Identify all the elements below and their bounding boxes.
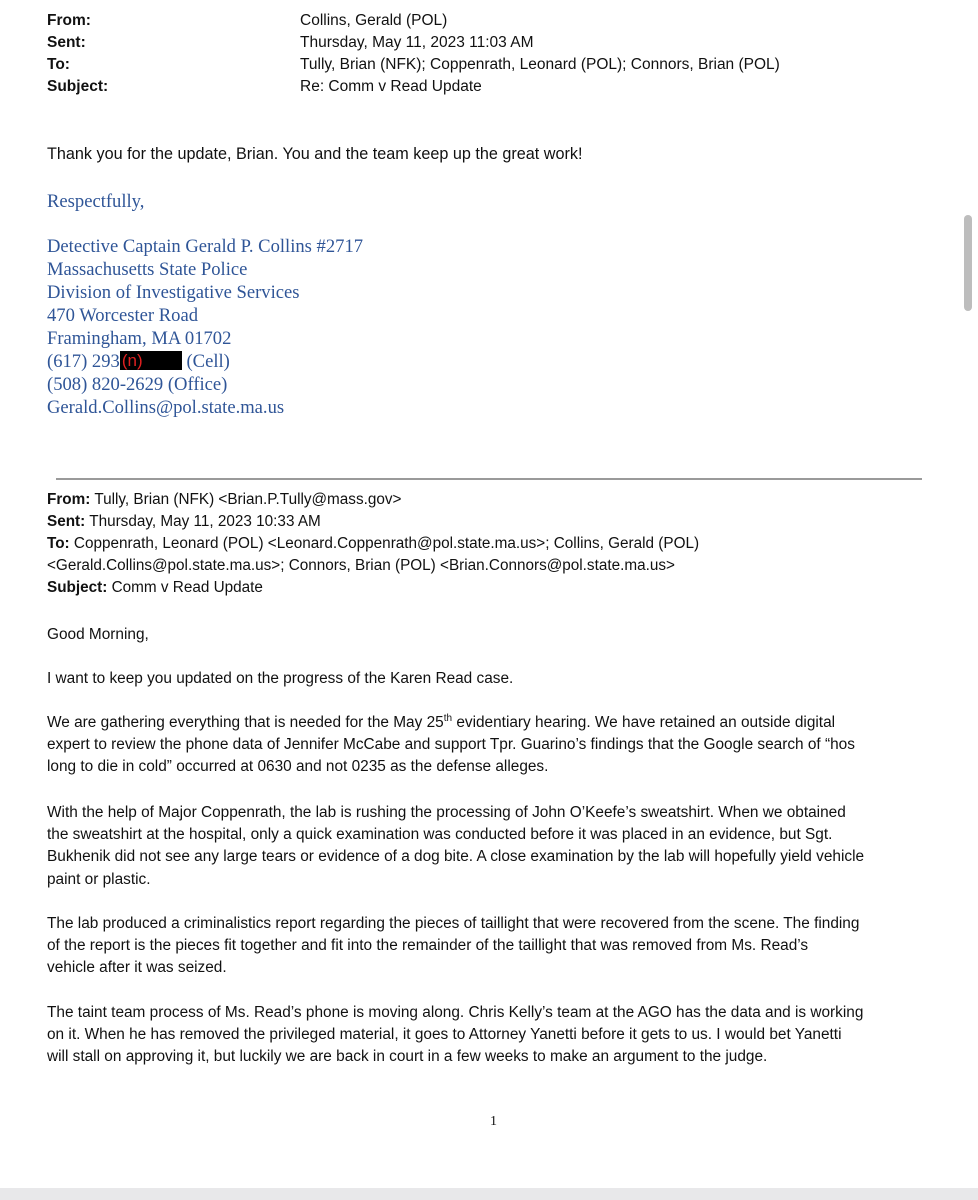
page-number: 1 <box>490 1114 497 1129</box>
p3-line-4: paint or plastic. <box>47 870 151 888</box>
signature-name: Detective Captain Gerald P. Collins #2717 <box>47 236 364 257</box>
p5-line-1: The taint team process of Ms. Read’s phone is moving along. Chris Kelly’s team at the AGO has the data and is working <box>47 1004 864 1021</box>
signature-org: Massachusetts State Police <box>47 259 248 280</box>
original-from-value: Tully, Brian (NFK) <Brian.P.Tully@mass.gov> <box>94 491 402 508</box>
original-to-label: To: <box>47 535 70 552</box>
message-divider <box>56 478 922 480</box>
p3-line-2: the sweatshirt at the hospital, only a quick examination was conducted before it was placed in an evidence, but Sgt. <box>47 826 833 844</box>
original-subject-line <box>47 577 263 599</box>
signature-street: 470 Worcester Road <box>47 305 199 326</box>
original-sent-line <box>47 511 321 533</box>
original-paragraph-2 <box>47 712 937 779</box>
header-to-label: To: <box>47 56 70 73</box>
p2-superscript: th <box>443 713 453 724</box>
original-paragraph-5 <box>47 1002 937 1069</box>
signature-division: Division of Investigative Services <box>47 282 300 303</box>
p5-line-2: on it. When he has removed the privileged material, it goes to Attorney Yanetti before it gets to us. I would bet Yanetti <box>47 1026 842 1044</box>
header-sent-value: Thursday, May 11, 2023 11:03 AM <box>300 34 534 51</box>
signature-cell-suffix: (Cell) <box>186 351 230 372</box>
header-from-label: From: <box>47 12 91 29</box>
signature-email: Gerald.Collins@pol.state.ma.us <box>47 397 285 418</box>
redaction-box: (n) <box>120 351 182 370</box>
header-sent-label: Sent: <box>47 34 86 51</box>
original-paragraph-4 <box>47 913 937 980</box>
header-to-value: Tully, Brian (NFK); Coppenrath, Leonard (POL); Connors, Brian (POL) <box>300 56 780 73</box>
signature-office: (508) 820-2629 (Office) <box>47 374 228 395</box>
p2-line-1b: evidentiary hearing. We have retained an outside digital <box>452 714 836 731</box>
p2-line-3: long to die in cold” occurred at 0630 and not 0235 as the defense alleges. <box>47 758 549 776</box>
header-subject-value: Re: Comm v Read Update <box>300 78 482 95</box>
reply-closing: Respectfully, <box>47 191 145 212</box>
original-to-value-1: Coppenrath, Leonard (POL) <Leonard.Coppenrath@pol.state.ma.us>; Collins, Gerald (POL) <box>73 535 700 552</box>
original-sent-label: Sent: <box>47 513 86 530</box>
original-subject-label: Subject: <box>47 579 108 596</box>
p3-line-1: With the help of Major Coppenrath, the lab is rushing the processing of John O’Keefe’s sweatshirt. When we obtained <box>47 804 846 821</box>
original-from-label: From: <box>47 491 91 508</box>
original-subject-value: Comm v Read Update <box>111 579 263 596</box>
original-from-line <box>47 489 401 511</box>
original-paragraph-1: I want to keep you updated on the progress of the Karen Read case. <box>47 670 514 687</box>
signature-cell-line <box>47 350 230 373</box>
original-sent-value: Thursday, May 11, 2023 10:33 AM <box>89 513 321 530</box>
bottom-edge-bar <box>0 1188 978 1200</box>
p4-line-1: The lab produced a criminalistics report regarding the pieces of taillight that were recovered from the scene. The finding <box>47 915 860 932</box>
p2-line-1a: We are gathering everything that is needed for the May 25 <box>47 714 444 731</box>
p4-line-2: of the report is the pieces fit together and fit into the remainder of the taillight that was removed from Ms. Read’s <box>47 937 809 955</box>
vertical-scrollbar[interactable] <box>964 215 972 315</box>
original-greeting: Good Morning, <box>47 626 149 643</box>
original-to-value-2: <Gerald.Collins@pol.state.ma.us>; Connors, Brian (POL) <Brian.Connors@pol.state.ma.us> <box>47 557 675 574</box>
signature-city: Framingham, MA 01702 <box>47 328 232 349</box>
signature-cell-prefix: (617) 293 <box>47 351 120 372</box>
scrollbar-thumb[interactable] <box>964 215 972 311</box>
p3-line-3: Bukhenik did not see any large tears or evidence of a dog bite. A close examination by the lab will hopefully yield vehicle <box>47 848 865 866</box>
p2-line-2: expert to review the phone data of Jennifer McCabe and support Tpr. Guarino’s findings that the Google search of “hos <box>47 736 855 754</box>
p5-line-3: will stall on approving it, but luckily we are back in court in a few weeks to make an argument to the judge. <box>47 1048 768 1066</box>
original-to-line <box>47 533 699 555</box>
header-subject-label: Subject: <box>47 78 109 95</box>
header-from-value: Collins, Gerald (POL) <box>300 12 448 29</box>
reply-message: Thank you for the update, Brian. You and the team keep up the great work! <box>47 145 583 163</box>
original-paragraph-3 <box>47 802 937 891</box>
p4-line-3: vehicle after it was seized. <box>47 959 227 977</box>
